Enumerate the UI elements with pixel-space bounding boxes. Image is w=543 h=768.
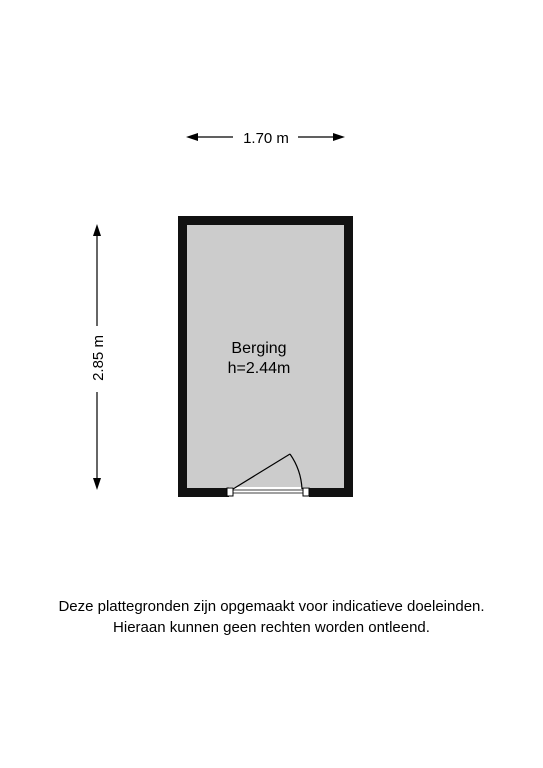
- room-berging: [178, 216, 353, 498]
- door-jamb-left: [227, 488, 233, 496]
- door-jamb-right: [303, 488, 309, 496]
- disclaimer-line-2: Hieraan kunnen geen rechten worden ontleend.: [113, 619, 430, 636]
- room-name: Berging: [231, 340, 287, 357]
- height-arrow-bottom: [93, 478, 101, 490]
- disclaimer: [0, 596, 543, 638]
- width-arrow-left: [186, 133, 198, 141]
- disclaimer-line-1: Deze plattegronden zijn opgemaakt voor indicatieve doeleinden.: [58, 598, 485, 615]
- room-ceiling-height: h=2.44m: [227, 360, 291, 377]
- width-dimension: [186, 130, 345, 147]
- door-opening: [229, 487, 309, 498]
- width-dimension-label: 1.70 m: [243, 130, 289, 147]
- height-dimension: [90, 224, 107, 490]
- height-arrow-top: [93, 224, 101, 236]
- width-arrow-right: [333, 133, 345, 141]
- height-dimension-label: 2.85 m: [90, 335, 107, 381]
